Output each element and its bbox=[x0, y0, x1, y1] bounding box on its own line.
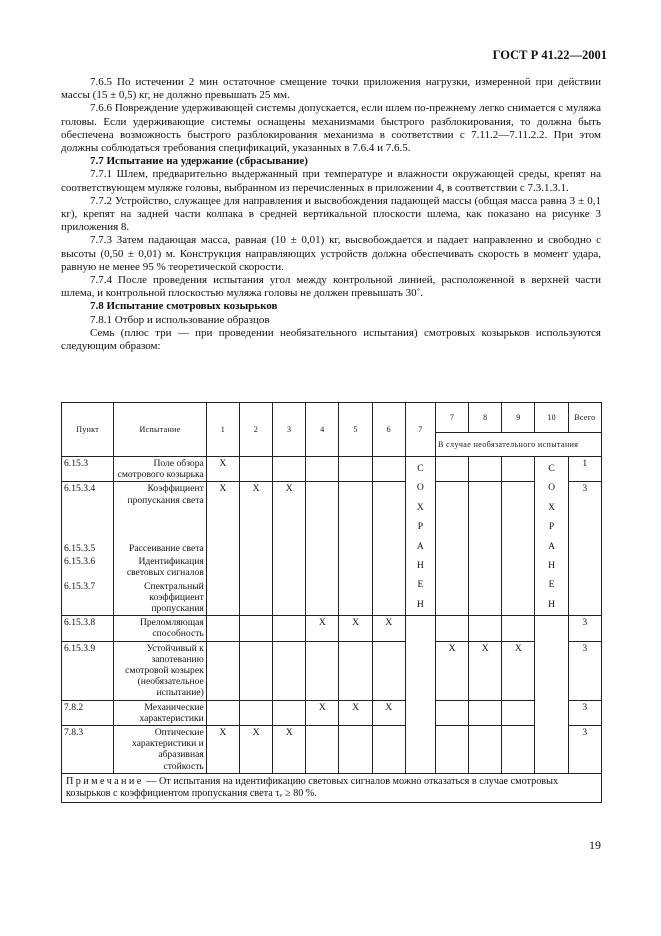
row-point: 6.15.3 bbox=[62, 457, 114, 482]
section-heading-7-8: 7.8 Испытание смотровых козырьков bbox=[90, 300, 278, 313]
row-point: 7.8.2 bbox=[62, 700, 114, 725]
header-col-1: 1 bbox=[206, 403, 239, 457]
column-10-empty bbox=[535, 616, 568, 774]
header-col-7: 7 bbox=[405, 403, 435, 457]
note-text: — От испытания на идентификацию световых сигналов можно отказаться в случае смотровых козырьков с коэффициентом пропускания света τᵥ ≥ 80 %. bbox=[66, 775, 559, 800]
row-point: 6.15.3.7 bbox=[62, 580, 114, 616]
row-total: 3 bbox=[568, 726, 601, 774]
row-test: Преломляющая способность bbox=[114, 616, 207, 641]
row-test: Механические характеристики bbox=[114, 700, 207, 725]
row-test: Поле обзора смотрового козырька bbox=[114, 457, 207, 482]
paragraph-sample-usage: Семь (плюс три — при проведении необязательного испытания) смотровых козырьков используются следующим образом: bbox=[61, 326, 601, 353]
header-col-3: 3 bbox=[273, 403, 306, 457]
header-test: Испытание bbox=[114, 403, 207, 457]
paragraph-7-7-4: 7.7.4 После проведения испытания угол между контрольной линией, расположенной в верхней части шлема, и контрольной плоскостью муляжа головы не должен превышать 30˚. bbox=[61, 274, 601, 300]
header-col-5: 5 bbox=[339, 403, 372, 457]
stored-column-7: С О Х Р А Н Е Н bbox=[405, 457, 435, 616]
paragraph-7-7-3: 7.7.3 Затем падающая масса, равная (10 ± 0,01) кг, высвобождается и падает направленно и свободно с высоты (0,50 ± 0,01) м. Конструкция направляющих устройств должна обеспечивать скорость в момент удара, равную не менее 95 % теоретической скорости. bbox=[61, 234, 601, 273]
mark-cell: X bbox=[206, 457, 239, 482]
row-total: 3 bbox=[568, 482, 601, 616]
row-point: 6.15.3.9 bbox=[62, 641, 114, 700]
paragraph-7-7-2: 7.7.2 Устройство, служащее для направления и высвобождения падающей массы (общая масса равна 3 ± 0,1 кг), крепят на задней части колпака в средней вертикальной плоскости шлема, как показано на рисунке 3 приложения 8. bbox=[61, 194, 601, 234]
mark-cell: X bbox=[239, 726, 272, 774]
row-point: 6.15.3.6 bbox=[62, 555, 114, 579]
header-opt-col-10: 10 bbox=[535, 403, 568, 433]
mark-cell: X bbox=[239, 482, 272, 616]
section-heading-7-7: 7.7 Испытание на удержание (сбрасывание) bbox=[90, 155, 308, 168]
row-test: Спектральный коэффициент пропускания bbox=[114, 580, 207, 616]
mark-cell: X bbox=[435, 641, 468, 700]
mark-cell: X bbox=[306, 616, 339, 641]
header-col-2: 2 bbox=[239, 403, 272, 457]
paragraph-7-8-1: 7.8.1 Отбор и использование образцов bbox=[90, 313, 270, 326]
mark-cell: X bbox=[339, 700, 372, 725]
note-label: Примечание bbox=[66, 775, 144, 787]
header-opt-col-8: 8 bbox=[469, 403, 502, 433]
row-test: Коэффициент пропускания света bbox=[114, 482, 207, 542]
row-test: Устойчивый к запотеванию смотровой козырек (необязательное испытание) bbox=[114, 641, 207, 700]
row-test: Оптические характеристики и абразивная стойкость bbox=[114, 726, 207, 774]
paragraph-7-7-1: 7.7.1 Шлем, предварительно выдержанный при температуре и влажности окружающей среды, крепят на соответствующем муляже головы, выбранном из перечисленных в приложении 4, в соответствии с 7.3.1.3.1. bbox=[61, 168, 601, 194]
mark-cell: X bbox=[372, 700, 405, 725]
mark-cell: X bbox=[206, 482, 239, 616]
row-point: 6.15.3.5 bbox=[62, 542, 114, 555]
header-optional-test: В случае необязательного испытания bbox=[435, 433, 601, 457]
page-number: 19 bbox=[589, 838, 601, 852]
paragraph-7-6-5: 7.6.5 По истечении 2 мин остаточное смещение точки приложения нагрузки, измеренной при действии массы (15 ± 0,5) кг, не должно превышать 25 мм. bbox=[61, 76, 601, 102]
row-test: Рассеивание света bbox=[114, 542, 207, 555]
row-total: 1 bbox=[568, 457, 601, 482]
row-point: 6.15.3.8 bbox=[62, 616, 114, 641]
row-total: 3 bbox=[568, 700, 601, 725]
header-point: Пункт bbox=[62, 403, 114, 457]
mark-cell: X bbox=[372, 616, 405, 641]
body-text bbox=[61, 76, 601, 353]
header-opt-col-9: 9 bbox=[502, 403, 535, 433]
mark-cell: X bbox=[273, 482, 306, 616]
row-point: 6.15.3.4 bbox=[62, 482, 114, 542]
mark-cell: X bbox=[502, 641, 535, 700]
stored-column-10: С О Х Р А Н Е Н bbox=[535, 457, 568, 616]
mark-cell: X bbox=[469, 641, 502, 700]
header-opt-col-7: 7 bbox=[435, 403, 468, 433]
mark-cell: X bbox=[273, 726, 306, 774]
column-7-empty bbox=[405, 616, 435, 774]
paragraph-7-6-6: 7.6.6 Повреждение удерживающей системы допускается, если шлем по-прежнему легко снимается с муляжа головы. Если удерживающие системы оснащены механизмами быстрого разблокирования, то должна быть обеспечена возможность быстрого разблокирования механизма в соответствии с 7.11.2—7.11.2.2. При этом должны соблюдаться требования спецификаций, указанных в 7.6.4 и 7.6.5. bbox=[61, 102, 601, 155]
header-col-4: 4 bbox=[306, 403, 339, 457]
visor-test-table bbox=[61, 402, 602, 803]
row-point: 7.8.3 bbox=[62, 726, 114, 774]
header-col-6: 6 bbox=[372, 403, 405, 457]
row-total: 3 bbox=[568, 616, 601, 641]
mark-cell: X bbox=[306, 700, 339, 725]
mark-cell: X bbox=[206, 726, 239, 774]
mark-cell: X bbox=[339, 616, 372, 641]
table-note bbox=[62, 773, 602, 802]
document-header: ГОСТ Р 41.22—2001 bbox=[492, 48, 607, 62]
row-test: Идентификация световых сигналов bbox=[114, 555, 207, 579]
row-total: 3 bbox=[568, 641, 601, 700]
header-total: Всего bbox=[568, 403, 601, 433]
